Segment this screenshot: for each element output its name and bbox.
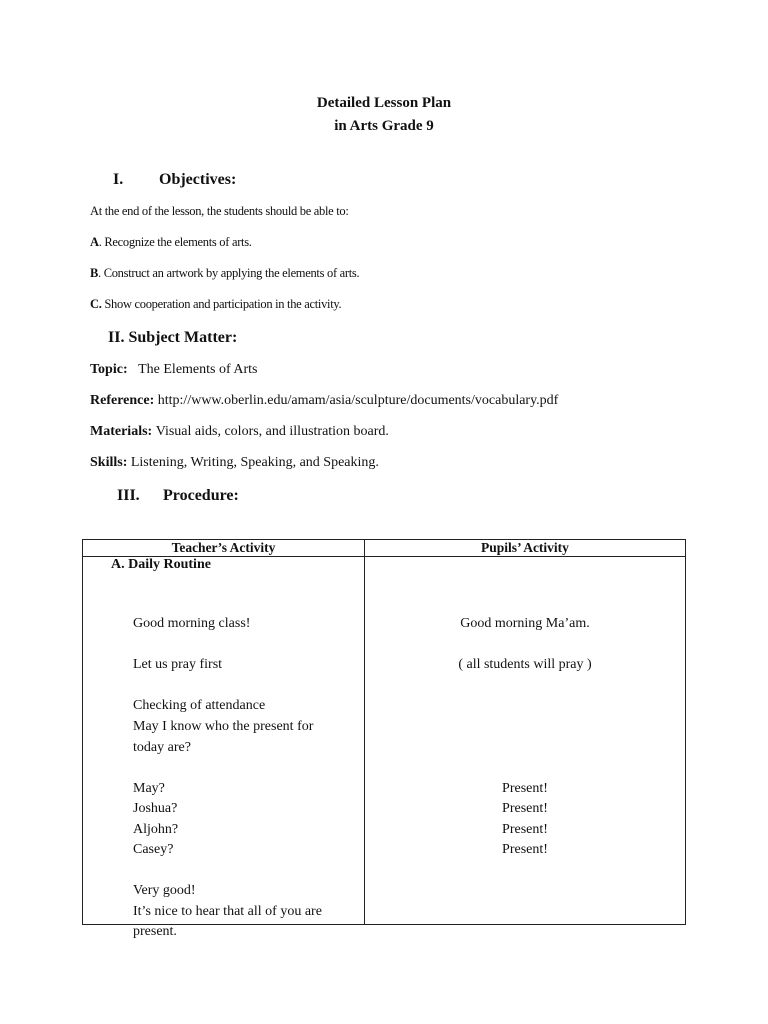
subject-matter-heading: II. Subject Matter: xyxy=(108,329,238,346)
teacher-activity-header: Teacher’s Activity xyxy=(83,540,365,557)
teacher-line: May? xyxy=(133,781,165,796)
pupils-activity-header: Pupils’ Activity xyxy=(365,540,686,557)
objective-text: Show cooperation and participation in the activity. xyxy=(101,297,342,311)
table-header-row xyxy=(83,540,686,557)
topic-value: The Elements of Arts xyxy=(138,362,258,377)
reference-line xyxy=(90,393,558,409)
teacher-line: Checking of attendance xyxy=(133,698,266,713)
skills-label: Skills: xyxy=(90,455,128,470)
teacher-line: Casey? xyxy=(133,842,174,857)
materials-line xyxy=(90,424,389,440)
objective-item-b xyxy=(90,266,359,281)
teacher-line: It’s nice to hear that all of you are xyxy=(133,904,322,919)
teacher-activity-cell xyxy=(83,557,365,939)
teacher-line: Very good! xyxy=(133,883,196,898)
objective-text: . Recognize the elements of arts. xyxy=(98,235,252,249)
materials-value: Visual aids, colors, and illustration board. xyxy=(155,424,389,439)
materials-label: Materials: xyxy=(90,424,153,439)
reference-url: http://www.oberlin.edu/amam/asia/sculpture/documents/vocabulary.pdf xyxy=(157,393,559,408)
objective-item-a xyxy=(90,235,252,250)
lesson-plan-subtitle: in Arts Grade 9 xyxy=(334,118,434,134)
pupil-line: Good morning Ma’am. xyxy=(460,616,590,631)
daily-routine-label: A. Daily Routine xyxy=(111,557,211,572)
objectives-intro: At the end of the lesson, the students should be able to: xyxy=(90,204,349,218)
objectives-heading: Objectives: xyxy=(159,171,237,188)
reference-label: Reference: xyxy=(90,393,155,408)
topic-line xyxy=(90,362,257,378)
objective-letter: A xyxy=(90,235,99,249)
pupil-line: Present! xyxy=(502,801,548,816)
pupil-line: Present! xyxy=(502,842,548,857)
teacher-line: Good morning class! xyxy=(133,616,251,631)
objective-item-c xyxy=(90,297,341,312)
objectives-numeral: I. xyxy=(113,171,124,188)
procedure-numeral: III. xyxy=(117,487,140,504)
pupil-line: Present! xyxy=(502,822,548,837)
teacher-line: Let us pray first xyxy=(133,657,223,672)
objective-letter: C. xyxy=(90,297,102,311)
teacher-line: present. xyxy=(133,924,177,939)
skills-line xyxy=(90,455,379,471)
teacher-line: May I know who the present for xyxy=(133,719,314,734)
objective-letter: B xyxy=(90,266,99,280)
teacher-line: Joshua? xyxy=(133,801,178,816)
procedure-heading: Procedure: xyxy=(163,487,239,504)
teacher-line: Aljohn? xyxy=(133,822,179,837)
procedure-table xyxy=(82,539,686,939)
pupil-line: Present! xyxy=(502,781,548,796)
skills-value: Listening, Writing, Speaking, and Speaking. xyxy=(130,455,379,470)
table-row xyxy=(83,557,686,925)
topic-label: Topic: xyxy=(90,362,128,377)
teacher-line: today are? xyxy=(133,740,191,755)
pupils-activity-cell xyxy=(365,557,686,925)
pupil-line: ( all students will pray ) xyxy=(458,657,592,672)
lesson-plan-title: Detailed Lesson Plan xyxy=(316,95,452,111)
objective-text: . Construct an artwork by applying the elements of arts. xyxy=(98,266,360,280)
